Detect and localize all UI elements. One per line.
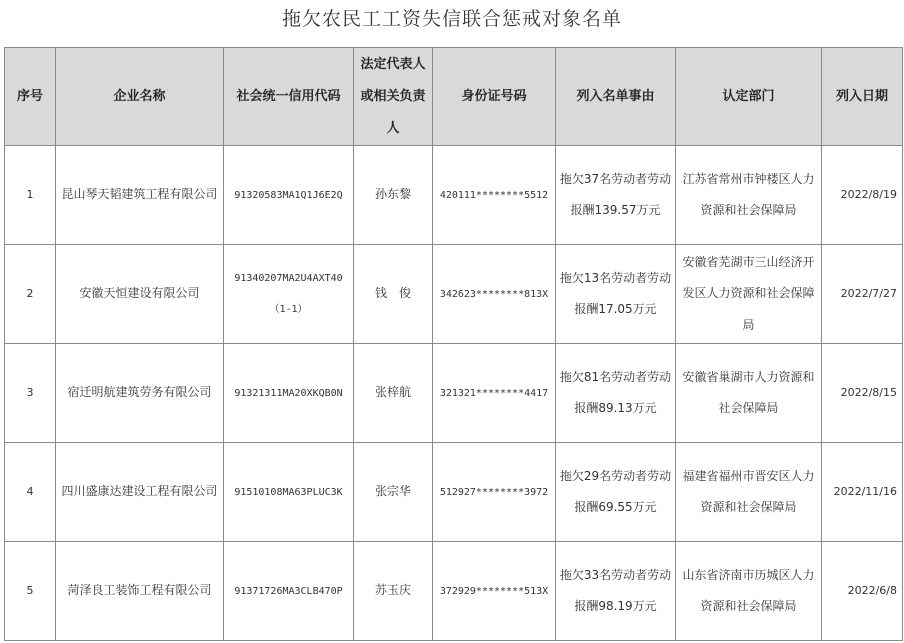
cell-company: 昆山琴天韬建筑工程有限公司 <box>56 146 224 245</box>
cell-index: 5 <box>5 542 56 641</box>
cell-department: 山东省济南市历城区人力资源和社会保障局 <box>676 542 822 641</box>
table-row <box>5 146 903 245</box>
cell-date: 2022/6/8 <box>822 542 903 641</box>
cell-credit-code: 91510108MA63PLUC3K <box>224 443 354 542</box>
cell-legal-rep: 苏玉庆 <box>354 542 433 641</box>
table-row <box>5 443 903 542</box>
page-title: 拖欠农民工工资失信联合惩戒对象名单 <box>281 8 622 30</box>
cell-date: 2022/7/27 <box>822 245 903 344</box>
cell-company: 宿迁明航建筑劳务有限公司 <box>56 344 224 443</box>
blacklist-table <box>4 47 903 641</box>
cell-department: 安徽省巢湖市人力资源和社会保障局 <box>676 344 822 443</box>
cell-legal-rep: 张宗华 <box>354 443 433 542</box>
column-header-reason: 列入名单事由 <box>556 48 676 146</box>
cell-id-number: 321321********4417 <box>433 344 556 443</box>
cell-credit-code: 91371726MA3CLB470P <box>224 542 354 641</box>
cell-legal-rep: 钱 俊 <box>354 245 433 344</box>
cell-id-number: 512927********3972 <box>433 443 556 542</box>
cell-index: 4 <box>5 443 56 542</box>
column-header-date: 列入日期 <box>822 48 903 146</box>
column-header-company: 企业名称 <box>56 48 224 146</box>
cell-index: 1 <box>5 146 56 245</box>
cell-reason: 拖欠29名劳动者劳动报酬69.55万元 <box>556 443 676 542</box>
cell-reason: 拖欠81名劳动者劳动报酬89.13万元 <box>556 344 676 443</box>
cell-department: 安徽省芜湖市三山经济开发区人力资源和社会保障局 <box>676 245 822 344</box>
table-row <box>5 344 903 443</box>
column-header-id-number: 身份证号码 <box>433 48 556 146</box>
cell-department: 福建省福州市晋安区人力资源和社会保障局 <box>676 443 822 542</box>
cell-reason: 拖欠37名劳动者劳动报酬139.57万元 <box>556 146 676 245</box>
cell-date: 2022/8/15 <box>822 344 903 443</box>
cell-company: 安徽天恒建设有限公司 <box>56 245 224 344</box>
cell-legal-rep: 孙东黎 <box>354 146 433 245</box>
cell-company: 菏泽良工装饰工程有限公司 <box>56 542 224 641</box>
cell-credit-code: 91320583MA1Q1J6E2Q <box>224 146 354 245</box>
cell-id-number: 420111********5512 <box>433 146 556 245</box>
cell-index: 2 <box>5 245 56 344</box>
table-row <box>5 542 903 641</box>
column-header-credit-code: 社会统一信用代码 <box>224 48 354 146</box>
cell-id-number: 342623********813X <box>433 245 556 344</box>
cell-credit-code: 91340207MA2U4AXT40（1-1） <box>224 245 354 344</box>
cell-date: 2022/8/19 <box>822 146 903 245</box>
cell-id-number: 372929********513X <box>433 542 556 641</box>
cell-credit-code: 91321311MA20XKQB0N <box>224 344 354 443</box>
column-header-department: 认定部门 <box>676 48 822 146</box>
column-header-legal-rep: 法定代表人或相关负责人 <box>354 48 433 146</box>
cell-index: 3 <box>5 344 56 443</box>
cell-date: 2022/11/16 <box>822 443 903 542</box>
cell-company: 四川盛康达建设工程有限公司 <box>56 443 224 542</box>
cell-reason: 拖欠33名劳动者劳动报酬98.19万元 <box>556 542 676 641</box>
table-header-row <box>5 48 903 146</box>
cell-reason: 拖欠13名劳动者劳动报酬17.05万元 <box>556 245 676 344</box>
table-row <box>5 245 903 344</box>
cell-department: 江苏省常州市钟楼区人力资源和社会保障局 <box>676 146 822 245</box>
cell-legal-rep: 张梓航 <box>354 344 433 443</box>
column-header-index: 序号 <box>5 48 56 146</box>
